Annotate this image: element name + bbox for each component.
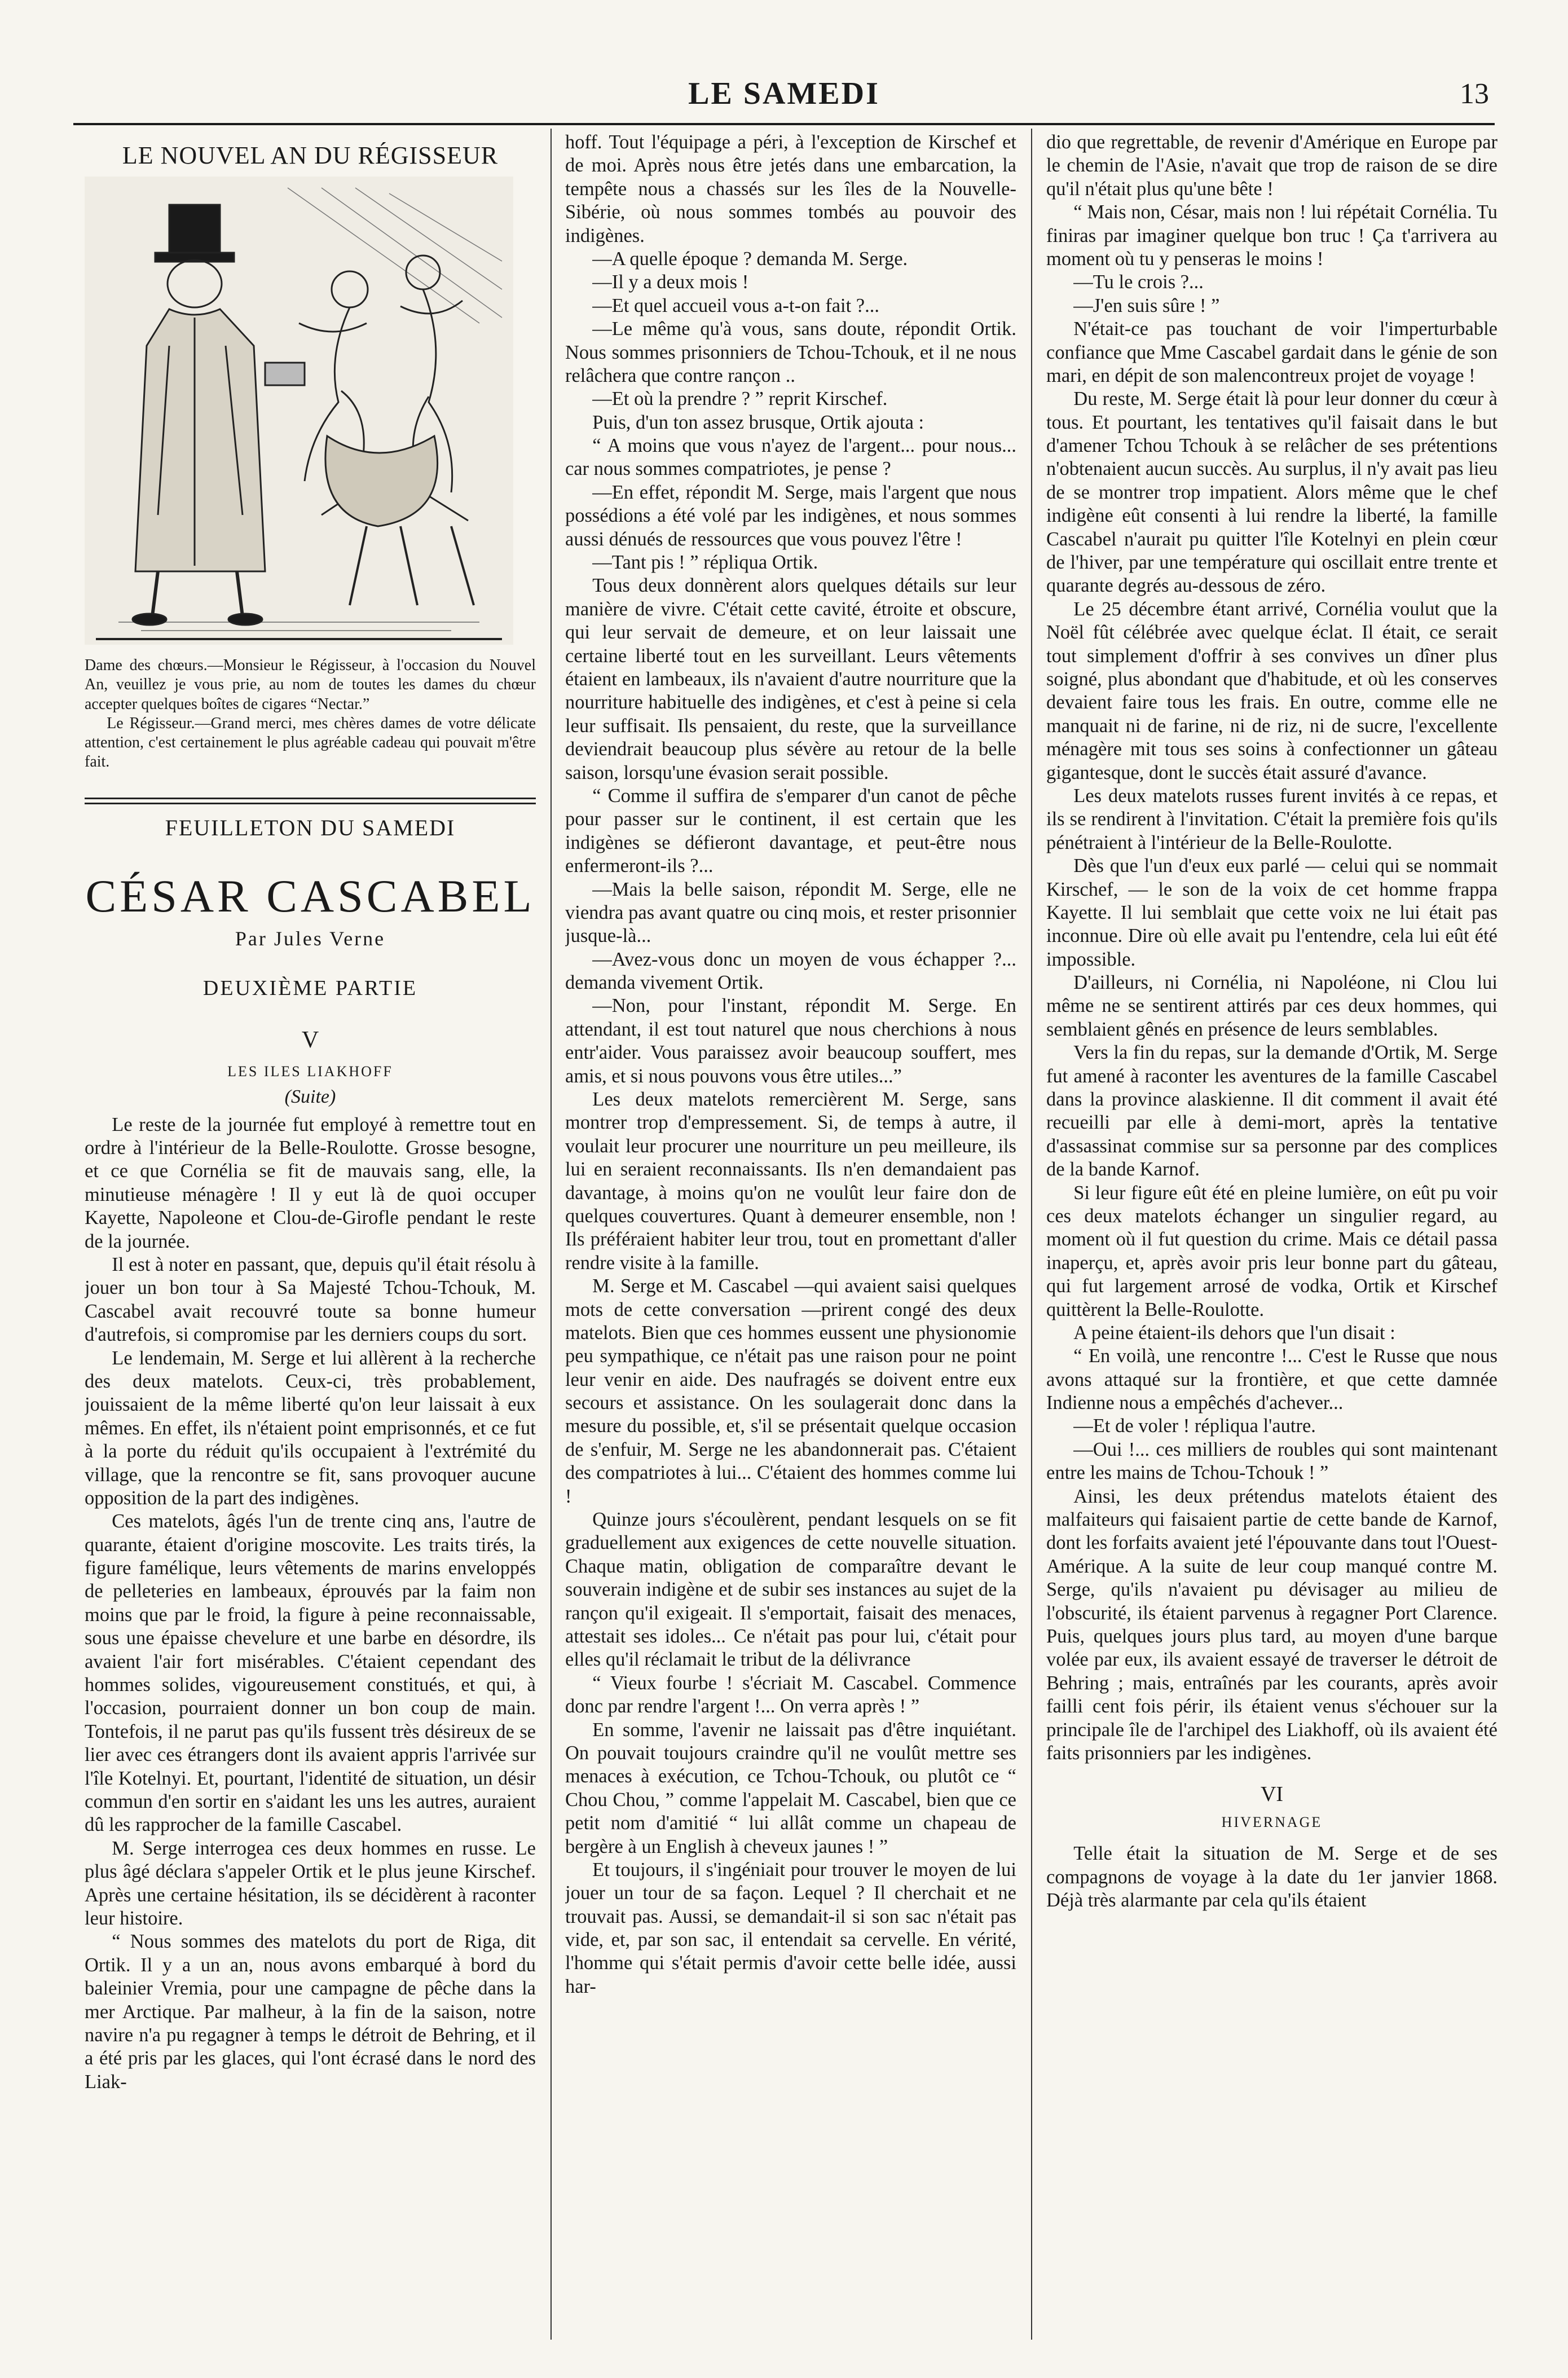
- paragraph: “ Vieux fourbe ! s'écriait M. Cascabel. Commence donc par rendre l'argent !... On verra après ! ”: [565, 1672, 1016, 1718]
- chapter-suite: (Suite): [284, 1086, 336, 1107]
- column-divider: [550, 129, 552, 2340]
- paragraph: —Non, pour l'instant, répondit M. Serge. En attendant, il est tout naturel que nous cherchions à nous entr'aider. Vous paraissez avoir beaucoup souffert, mes amis, et si nous pouvons vous être utiles...”: [565, 995, 1016, 1087]
- paragraph: dio que regrettable, de revenir d'Amérique en Europe par le chemin de l'Asie, n'avait que trop de raison de se dire qu'il n'était plus qu'une bête !: [1046, 131, 1497, 200]
- paragraph: En somme, l'avenir ne laissait pas d'être inquiétant. On pouvait toujours craindre qu'il ne voulût mettre ses menaces à exécution, ce Tchou-Tchouk, ou plutôt ce “ Chou Chou, ” comme l'appelait M. Cascabel, bien que ce petit nom d'amitié “ lui allât comme un chapeau de bergère à un English à cheveux jaunes ! ”: [565, 1719, 1016, 1857]
- masthead: [68, 67, 1500, 121]
- paragraph: M. Serge interrogea ces deux hommes en russe. Le plus âgé déclara s'appeler Ortik et le plus jeune Kirschef. Après une certaine hésitation, ils se décidèrent à raconter leur histoire.: [85, 1837, 536, 1929]
- caption-line: Dame des chœurs.—Monsieur le Régisseur, à l'occasion du Nouvel An, veuillez je vous prie, au nom de toutes les dames du chœur accepter quelques boîtes de cigares “Nectar.”: [85, 657, 536, 713]
- newspaper-title: LE SAMEDI: [688, 76, 880, 111]
- paragraph: Vers la fin du repas, sur la demande d'Ortik, M. Serge fut amené à raconter les aventures de la famille Cascabel dans la province alaskienne. Il dit comment il avait été recueilli par elle à demi-mort, après la tentative d'assassinat commise sur sa personne par des complices de la bande Karnof.: [1046, 1042, 1497, 1181]
- column-1: [85, 131, 536, 2331]
- paragraph: Ces matelots, âgés l'un de trente cinq ans, l'autre de quarante, étaient d'origine moscovite. Les traits tirés, la figure famélique, leurs vêtements de marins enveloppés de pelleteries en lambeaux, éprouvés par la faim non moins que par le froid, la figure à peine reconnaissable, sous une épaisse chevelure et une barbe en désordre, ils avaient l'air fort misérables. C'étaient cependant des hommes solides, vigoureusement constitués, et qui, à l'occasion, pourraient donner un bon coup de main. Tontefois, il ne parut pas qu'ils fussent très désireux de se lier avec ces étrangers dont ils avaient appris l'arrivée sur l'île Kotelnyi. Et, pourtant, l'identité de situation, un désir commun d'en sortir en s'aidant les uns les autres, auraient dû les rapprocher de la famille Cascabel.: [85, 1511, 536, 1836]
- paragraph: —Il y a deux mois !: [592, 271, 749, 293]
- paragraph: —A quelle époque ? demanda M. Serge.: [592, 248, 908, 270]
- paragraph: Le lendemain, M. Serge et lui allèrent à la recherche des deux matelots. Ceux-ci, très probablement, jouissaient de la même liberté qu'on leur laissait à eux mêmes. En effet, ils n'étaient point emprisonnés, et ce fut à la porte du réduit qu'ils occupaient à l'extrémité du village, que la rencontre se fit, sans provoquer aucune opposition de la part des indigènes.: [85, 1347, 536, 1509]
- paragraph: —Le même qu'à vous, sans doute, répondit Ortik. Nous sommes prisonniers de Tchou-Tchouk, et il ne nous relâchera que contre rançon ..: [565, 318, 1016, 386]
- paragraph: Il est à noter en passant, que, depuis qu'il était résolu à jouer un bon tour à Sa Majesté Tchou-Tchouk, M. Cascabel avait recouvré toute sa bonne humeur d'autrefois, si compromise par les derniers coups du sort.: [85, 1254, 536, 1346]
- paragraph: Et toujours, il s'ingéniait pour trouver le moyen de lui jouer un tour de sa façon. Lequel ? Il cherchait et ne trouvait pas. Aussi, se demandait-il si son sac n'était pas vide, et, par son sac, il entendait sa cervelle. En vérité, l'homme qui s'était permis d'avoir cette belle idée, aussi har-: [565, 1859, 1016, 1997]
- paragraph: Le reste de la journée fut employé à remettre tout en ordre à l'intérieur de la Belle-Roulotte. Grosse besogne, et ce que Cornélia se fit de mauvais sang, elle, la minutieuse ménagère ! Il y eut là de quoi occuper Kayette, Napoleone et Clou-de-Girofle pendant le reste de la journée.: [85, 1113, 536, 1252]
- paragraph: —Tant pis ! ” répliqua Ortik.: [592, 552, 818, 574]
- paragraph: —J'en suis sûre ! ”: [1073, 294, 1220, 316]
- column-2: [565, 131, 1016, 2331]
- column-divider: [1031, 129, 1032, 2340]
- paragraph: —Mais la belle saison, répondit M. Serge, elle ne viendra pas avant quatre ou cinq mois, et rester prisonnier jusque-là...: [565, 878, 1016, 947]
- paragraph: —Et de voler ! répliqua l'autre.: [1073, 1415, 1316, 1437]
- paragraph: Les deux matelots remercièrent M. Serge, sans montrer trop d'empressement. Si, de temps à autre, il voulait leur procurer une nourriture un peu meilleure, ils lui en seraient reconnaissants. Ils n'en demandaient pas davantage, à moins qu'on ne voulût leur faire don de quelques couvertures. Quant à demeurer ensemble, non ! Ils préféraient habiter leur trou, tout en promettant d'aller rendre visite à la famille.: [565, 1089, 1016, 1274]
- paragraph: “ Comme il suffira de s'emparer d'un canot de pêche pour passer sur le continent, il est certain que les indigènes se défieront davantage, et peut-être nous enfermeront-ils ?...: [565, 785, 1016, 877]
- paragraph: Quinze jours s'écoulèrent, pendant lesquels on se fit graduellement aux exigences de cette nouvelle situation. Chaque matin, obligation de comparaître devant le souverain indigène et de subir ses instances au sujet de la rançon qu'il exigeait. Il s'emportait, faisait des menaces, attestait ses idoles... Ce n'était pas pour lui, c'était pour elles qu'il réclamait le tribut de la délivrance: [565, 1509, 1016, 1671]
- paragraph: Ainsi, les deux prétendus matelots étaient des malfaiteurs qui faisaient partie de cette bande de Karnof, dont les forfaits avaient jeté l'épouvante dans tout l'Ouest-Amérique. A la suite de leur coup manqué contre M. Serge, qu'ils n'avaient pu dévisager au milieu de l'obscurité, ils étaient parvenus à regagner Port Clarence. Puis, quelques jours plus tard, au moyen d'une barque volée par eux, ils avaient essayé de traverser le détroit de Behring ; mais, entraînés par les courants, après avoir failli cent fois périr, ils étaient venus s'échouer sur la principale île de l'archipel des Liakhoff, où ils avaient été faits prisonniers par les indigènes.: [1046, 1485, 1497, 1764]
- paragraph: —Oui !... ces milliers de roubles qui sont maintenant entre les mains de Tchou-Tchouk ! ”: [1046, 1438, 1497, 1484]
- paragraph: “ Nous sommes des matelots du port de Riga, dit Ortik. Il y a un an, nous avons embarqué à bord du baleinier Vremia, pour une campagne de pêche dans la mer Arctique. Par malheur, à la fin de la saison, notre navire n'a pu regagner à temps le détroit de Behring, et il a été pris par les glaces, qui l'ont écrasé dans le nord des Liak-: [85, 1931, 536, 2093]
- paragraph: N'était-ce pas touchant de voir l'imperturbable confiance que Mme Cascabel gardait dans le génie de son mari, en dépit de son malencontreux projet de voyage !: [1046, 318, 1497, 386]
- paragraph: —Et quel accueil vous a-t-on fait ?...: [592, 294, 879, 316]
- story-author: Par Jules Verne: [235, 927, 386, 950]
- paragraph: —En effet, répondit M. Serge, mais l'argent que nous possédions a été volé par les indigènes, et nous sommes aussi dénués de ressources que vous pouvez l'être !: [565, 481, 1016, 550]
- paragraph: Telle était la situation de M. Serge et de ses compagnons de voyage à la date du 1er janvier 1868. Déjà très alarmante par cela qu'ils étaient: [1046, 1843, 1497, 1911]
- paragraph: —Tu le crois ?...: [1073, 271, 1204, 293]
- column-3: [1046, 131, 1497, 2331]
- cartoon-illustration: [85, 177, 513, 645]
- paragraph: Le 25 décembre étant arrivé, Cornélia voulut que la Noël fût célébrée avec quelque éclat. Il était, ce serait tout simplement d'offrir à ses convives un dîner plus soigné, plus abondant que d'habitude, et où les conserves devaient faire tous les frais. En outre, comme elle ne manquait ni de farine, ni de riz, ni de sucre, l'excellente ménagère mit tous ses soins à confectionner un gâteau gigantesque, dont le succès était assuré d'avance.: [1046, 598, 1497, 783]
- paragraph: “ A moins que vous n'ayez de l'argent... pour nous... car nous sommes compatriotes, je pense ?: [565, 435, 1016, 480]
- chapter-number: V: [301, 1027, 319, 1054]
- paragraph: Du reste, M. Serge était là pour leur donner du cœur à tous. Et pourtant, les tentatives qu'il faisait dans le but d'amener Tchou Tchouk à se relâcher de ses prétentions n'obtenaient aucun succès. Au surplus, il n'y avait pas lieu de se montrer trop impatient. Alors même que le chef indigène eût consenti à lui rendre la liberté, la famille Cascabel n'aurait pu quitter l'île Kotelnyi en plein cœur de l'hiver, par une température qui oscillait entre trente et quarante degrés au-dessous de zéro.: [1046, 388, 1497, 597]
- paragraph: Tous deux donnèrent alors quelques détails sur leur manière de vivre. C'était cette cavité, étroite et obscure, qui leur servait de demeure, et on leur laissait une certaine liberté tout en les surveillant. Leurs vêtements étaient en lambeaux, ils n'avaient d'autre nourriture que la nourriture habituelle des indigènes, et c'est à peine si cela leur suffisait. Ils pensaient, du reste, que la surveillance deviendrait beaucoup plus sévère au retour de la belle saison, lorsqu'une évasion serait possible.: [565, 575, 1016, 783]
- caption-line: Le Régisseur.—Grand merci, mes chères dames de votre délicate attention, c'est certainement le plus agréable cadeau qui pouvait m'être fait.: [85, 714, 536, 770]
- part-heading: DEUXIÈME PARTIE: [202, 976, 418, 1000]
- section-rule: [85, 798, 536, 804]
- paragraph: A peine étaient-ils dehors que l'un disait :: [1073, 1322, 1395, 1344]
- paragraph: “ Mais non, César, mais non ! lui répétait Cornélia. Tu finiras par imaginer quelque bon truc ! Ça t'arrivera au moment où tu y penseras le moins !: [1046, 201, 1497, 270]
- paragraph: M. Serge et M. Cascabel —qui avaient saisi quelques mots de cette conversation —prirent congé des deux matelots. Bien que ces hommes eussent une physionomie peu sympathique, ce n'était pas une raison pour ne point leur venir en aide. Des naufragés se doivent entre eux secours et assistance. On les soulagerait donc dans la mesure du possible, et, s'il se présentait quelque occasion de s'enfuir, M. Serge ne les abandonnerait pas. C'étaient des compatriotes à lui... C'étaient des hommes comme lui !: [565, 1275, 1016, 1507]
- paragraph: Puis, d'un ton assez brusque, Ortik ajouta :: [592, 411, 924, 433]
- chapter-title: HIVERNAGE: [1221, 1813, 1323, 1830]
- paragraph: —Et où la prendre ? ” reprit Kirschef.: [592, 388, 888, 410]
- chapter-title: LES ILES LIAKHOFF: [227, 1063, 393, 1080]
- feuilleton-heading: FEUILLETON DU SAMEDI: [165, 815, 456, 841]
- cartoon-caption: [85, 656, 536, 772]
- cartoon-heading: LE NOUVEL AN DU RÉGISSEUR: [122, 142, 499, 169]
- paragraph: D'ailleurs, ni Cornélia, ni Napoléone, ni Clou lui même ne se sentirent attirés par ces deux hommes, qui semblaient gênés en présence de leurs semblables.: [1046, 972, 1497, 1040]
- story-title: CÉSAR CASCABEL: [85, 870, 535, 922]
- paragraph: “ En voilà, une rencontre !... C'est le Russe que nous avons attaqué sur la frontière, et que cette damnée Indienne nous a empêchés d'achever...: [1046, 1345, 1497, 1414]
- page-number: 13: [1460, 77, 1489, 110]
- paragraph: Les deux matelots russes furent invités à ce repas, et ils se rendirent à l'invitation. C'était la première fois qu'ils pénétraient à l'intérieur de la Belle-Roulotte.: [1046, 785, 1497, 853]
- paragraph: Si leur figure eût été en pleine lumière, on eût pu voir ces deux matelots échanger un singulier regard, au moment où il fut question du crime. Mais ce détail passa inaperçu, et, après avoir pris leur bonne part du gâteau, qui fut largement arrosé de vodka, Ortik et Kirschef quittèrent la Belle-Roulotte.: [1046, 1182, 1497, 1320]
- chapter-number: VI: [1260, 1782, 1284, 1807]
- paragraph: hoff. Tout l'équipage a péri, à l'exception de Kirschef et de moi. Après nous être jetés dans une embarcation, la tempête nous a chassés sur les îles de la Nouvelle-Sibérie, où nous sommes tombés au pouvoir des indigènes.: [565, 131, 1016, 246]
- masthead-rule: [73, 123, 1495, 125]
- paragraph: Dès que l'un d'eux eux parlé — celui qui se nommait Kirschef, — le son de la voix de cet homme frappa Kayette. Il lui semblait que cette voix ne lui était pas inconnue. Dire où elle avait pu l'entendre, cela lui eût été impossible.: [1046, 855, 1497, 970]
- paragraph: —Avez-vous donc un moyen de vous échapper ?... demanda vivement Ortik.: [565, 948, 1016, 994]
